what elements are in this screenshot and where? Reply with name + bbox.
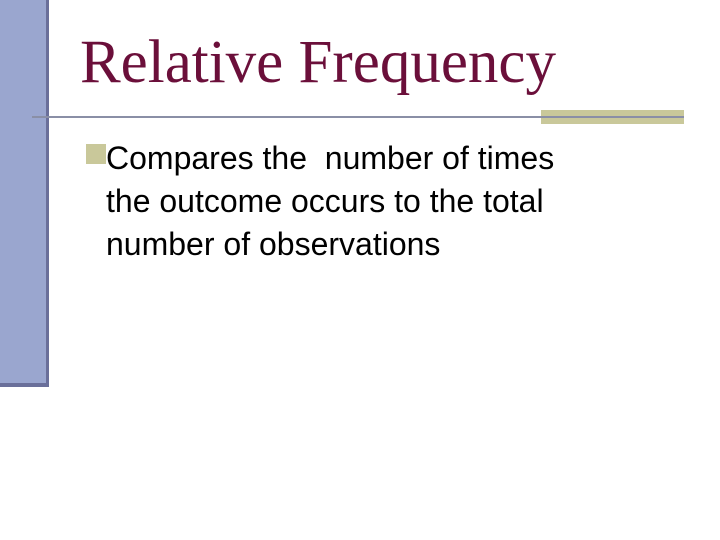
bullet-line-3: number of observations (106, 226, 441, 262)
bullet-text (86, 137, 686, 266)
left-bar-bottom-edge (0, 383, 49, 387)
square-bullet-icon (86, 144, 106, 164)
bullet-line-2: the outcome occurs to the total (106, 183, 544, 219)
bullet-item (86, 137, 686, 266)
slide-title: Relative Frequency (80, 29, 556, 96)
left-bar-edge (46, 0, 49, 386)
title-divider-accent (541, 110, 684, 116)
left-decorative-bar (0, 0, 46, 383)
bullet-line-1: Compares the number of times (106, 140, 555, 176)
title-divider-accent-lower (541, 118, 684, 124)
